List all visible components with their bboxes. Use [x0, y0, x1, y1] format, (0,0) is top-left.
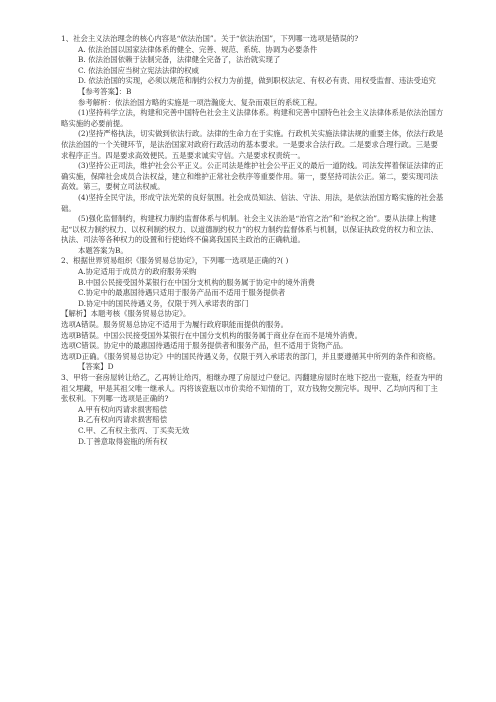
- question-1-analysis-point-2: (2)坚持严格执法，切实做到依法行政。法律的生命力在于实施。行政机关实施法律法规的重要主体，依法行政是依法治国的一个关键环节，是法治国家对政府行政活动的基本要求。一是要求合法行政。二是要求合理行政。三是要求程序正当。四是要求高效便民。五是要求诚实守信。六是要求权责统一。: [61, 129, 444, 160]
- question-2-option-c: C.协定中的最惠国待遇只适用于服务产品而不适用于服务提供者: [78, 288, 286, 298]
- question-2-analysis-d: 选项D正确。《服务贸易总协定》中的国民待遇义务，仅限于列入承诺表的部门，并且要遵循其中所列的条件和资格。: [61, 351, 441, 361]
- question-2-option-a: A.协定适用于成员方的政府服务采购: [78, 267, 197, 277]
- question-3-option-b: B.乙有权向丙请求损害赔偿: [78, 415, 168, 425]
- question-3-stem: 3、甲将一套房屋转让给乙，乙再转让给丙，相继办理了房屋过户登记。丙翻建房屋时在地下挖出一瓷瓶，经查为甲的祖父埋藏，甲是其祖父唯一继承人。丙将该瓷瓶以市价卖给不知情的丁，双方钱物交割完毕。现甲、乙均向丙和丁主张权利。下列哪一选项是正确的?: [61, 373, 443, 404]
- question-1-analysis-intro: 参考解析：依法治国方略的实施是一项浩瀚庞大、复杂而艰巨的系统工程。: [78, 97, 322, 107]
- question-1-answer: 【参考答案】：B: [78, 86, 132, 96]
- question-1-analysis-point-4: (4)坚持全民守法，形成守法光荣的良好氛围。社会成员知法、信法、守法、用法，是依法治国方略实施的社会基础。: [61, 192, 444, 213]
- question-2-analysis-a: 选项A错误。服务贸易总协定不适用于为履行政府职能而提供的服务。: [61, 320, 289, 330]
- question-3-option-d: D.丁善意取得瓷瓶的所有权: [78, 436, 168, 446]
- question-2-analysis-b: 选项B错误。中国公民接受国外某银行在中国分支机构的服务属于商业存在而不是境外消费。: [61, 330, 363, 340]
- question-2-analysis-title: 【解析】本题考核《服务贸易总协定》。: [61, 309, 191, 319]
- question-2-stem: 2、根据世界贸易组织《服务贸易总协定》，下列哪一选项是正确的?( ): [61, 256, 289, 266]
- question-3-option-c: C.甲、乙有权主张丙、丁买卖无效: [78, 425, 190, 435]
- question-1-conclusion: 本题答案为B。: [78, 245, 128, 255]
- question-1-option-c: C. 依法治国应当树立宪法法律的权威: [78, 65, 199, 75]
- question-1-option-d: D. 依法治国的实现，必须以规范和制约公权力为前提，做到职权法定、有权必有责、用权受监督、违法受追究: [78, 76, 436, 86]
- question-1-analysis-point-1: (1)坚持科学立法，构建和完善中国特色社会主义法律体系。构建和完善中国特色社会主义法律体系是依法治国方略实施的必要前提。: [61, 108, 444, 128]
- question-1-option-b: B. 依法治国依赖于法制完备，法律健全完备了，法治就实现了: [78, 55, 281, 65]
- question-1-analysis-point-3: (3)坚持公正司法，维护社会公平正义。公正司法是维护社会公平正义的最后一道防线。司法发挥着保证法律的正确实施，保障社会成员合法权益，建立和维护正常社会秩序等重要作用。第一，要坚持司法公正。第二，要实现司法高效。第三，要树立司法权威。: [61, 161, 444, 192]
- question-1-stem: 1、社会主义法治理念的核心内容是“依法治国”。关于“依法治国”，下列哪一选项是错误的?: [61, 34, 359, 43]
- question-2-answer: 【答案】D: [78, 362, 114, 372]
- question-2-option-b: B.中国公民接受国外某银行在中国分支机构的服务属于协定中的境外消费: [78, 277, 315, 287]
- question-2-analysis-c: 选项C错误。协定中的最惠国待遇适用于服务提供者和服务产品，但不适用于货物产品。: [61, 341, 348, 351]
- question-2-option-d: D.协定中的国民待遇义务，仅限于列入承诺表的部门: [78, 298, 249, 308]
- question-1-option-a: A. 依法治国以国家法律体系的健全、完善、规范、系统、协调为必要条件: [78, 44, 318, 54]
- question-3-option-a: A.甲有权向丙请求损害赔偿: [78, 404, 167, 414]
- question-1-analysis-point-5: (5)强化监督制约，构建权力制约监督体系与机制。社会主义法治是“治官之治”和“治权之治”。要从法律上构建起“以权力制约权力、以权利制约权力、以道德制约权力”的权力制约监督体系与机制，以保证执政党的权力和立法、执法、司法等各种权力的设置和行使始终不偏离我国民主政治的正确轨道。: [61, 214, 439, 245]
